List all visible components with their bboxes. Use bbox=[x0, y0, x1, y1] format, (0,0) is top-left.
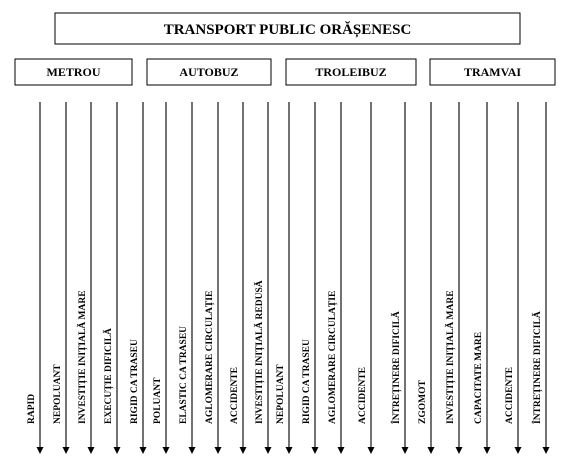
arrow-label: ÎNTREȚINERE DIFICILĂ bbox=[392, 311, 402, 424]
arrowhead-icon bbox=[402, 447, 409, 454]
arrow-label: INVESTIȚIE INIȚIALĂ MARE bbox=[446, 290, 456, 424]
arrowhead-icon bbox=[515, 447, 522, 454]
arrowhead-icon bbox=[88, 447, 95, 454]
arrow-label: EXECUȚIE DIFICILĂ bbox=[104, 328, 114, 424]
arrowhead-icon bbox=[286, 447, 293, 454]
arrow-label: INVESTIȚIE INIȚIALĂ REDUSĂ bbox=[255, 280, 265, 424]
arrow-label: POLUANT bbox=[153, 377, 163, 424]
category-label-troleibuz: TROLEIBUZ bbox=[315, 65, 387, 79]
arrow-label: AGLOMERARE CIRCULAȚIE bbox=[328, 290, 338, 424]
arrowhead-icon bbox=[338, 447, 345, 454]
arrow-label: ACCIDENTE bbox=[505, 366, 515, 424]
arrow-label: ACCIDENTE bbox=[358, 366, 368, 424]
category-label-metrou: METROU bbox=[46, 65, 101, 79]
arrowhead-icon bbox=[37, 447, 44, 454]
arrowhead-icon bbox=[163, 447, 170, 454]
arrowhead-icon bbox=[140, 447, 147, 454]
arrow-label: INVESTIȚIE INIȚIALĂ MARE bbox=[78, 290, 88, 424]
arrowhead-icon bbox=[63, 447, 70, 454]
arrow-label: ZGOMOT bbox=[418, 380, 428, 424]
arrowhead-icon bbox=[312, 447, 319, 454]
arrowhead-icon bbox=[114, 447, 121, 454]
arrowhead-icon bbox=[189, 447, 196, 454]
arrow-label: CAPACITATE MARE bbox=[474, 331, 484, 424]
arrowhead-icon bbox=[543, 447, 550, 454]
arrow-label: ELASTIC CA TRASEU bbox=[179, 325, 189, 424]
arrow-lines bbox=[27, 102, 550, 454]
arrow-label: ACCIDENTE bbox=[230, 366, 240, 424]
diagram-title: TRANSPORT PUBLIC ORĂȘENESC bbox=[163, 22, 412, 38]
arrowhead-icon bbox=[368, 447, 375, 454]
arrowhead-icon bbox=[215, 447, 222, 454]
category-label-tramvai: TRAMVAI bbox=[463, 65, 522, 79]
category-label-autobuz: AUTOBUZ bbox=[179, 65, 239, 79]
category-boxes bbox=[15, 59, 555, 85]
arrow-label: AGLOMERARE CIRCULAȚIE bbox=[205, 290, 215, 424]
arrow-label: NEPOLUANT bbox=[53, 364, 63, 424]
arrow-label: NEPOLUANT bbox=[276, 364, 286, 424]
arrowhead-icon bbox=[456, 447, 463, 454]
arrow-label: RIGID CA TRASEU bbox=[130, 339, 140, 424]
arrow-label: RAPID bbox=[27, 393, 37, 424]
arrowhead-icon bbox=[484, 447, 491, 454]
arrow-label: RIGID CA TRASEU bbox=[302, 339, 312, 424]
arrowhead-icon bbox=[428, 447, 435, 454]
arrowhead-icon bbox=[240, 447, 247, 454]
arrowhead-icon bbox=[265, 447, 272, 454]
arrow-label: ÎNTREȚINERE DIFICILĂ bbox=[533, 311, 543, 424]
